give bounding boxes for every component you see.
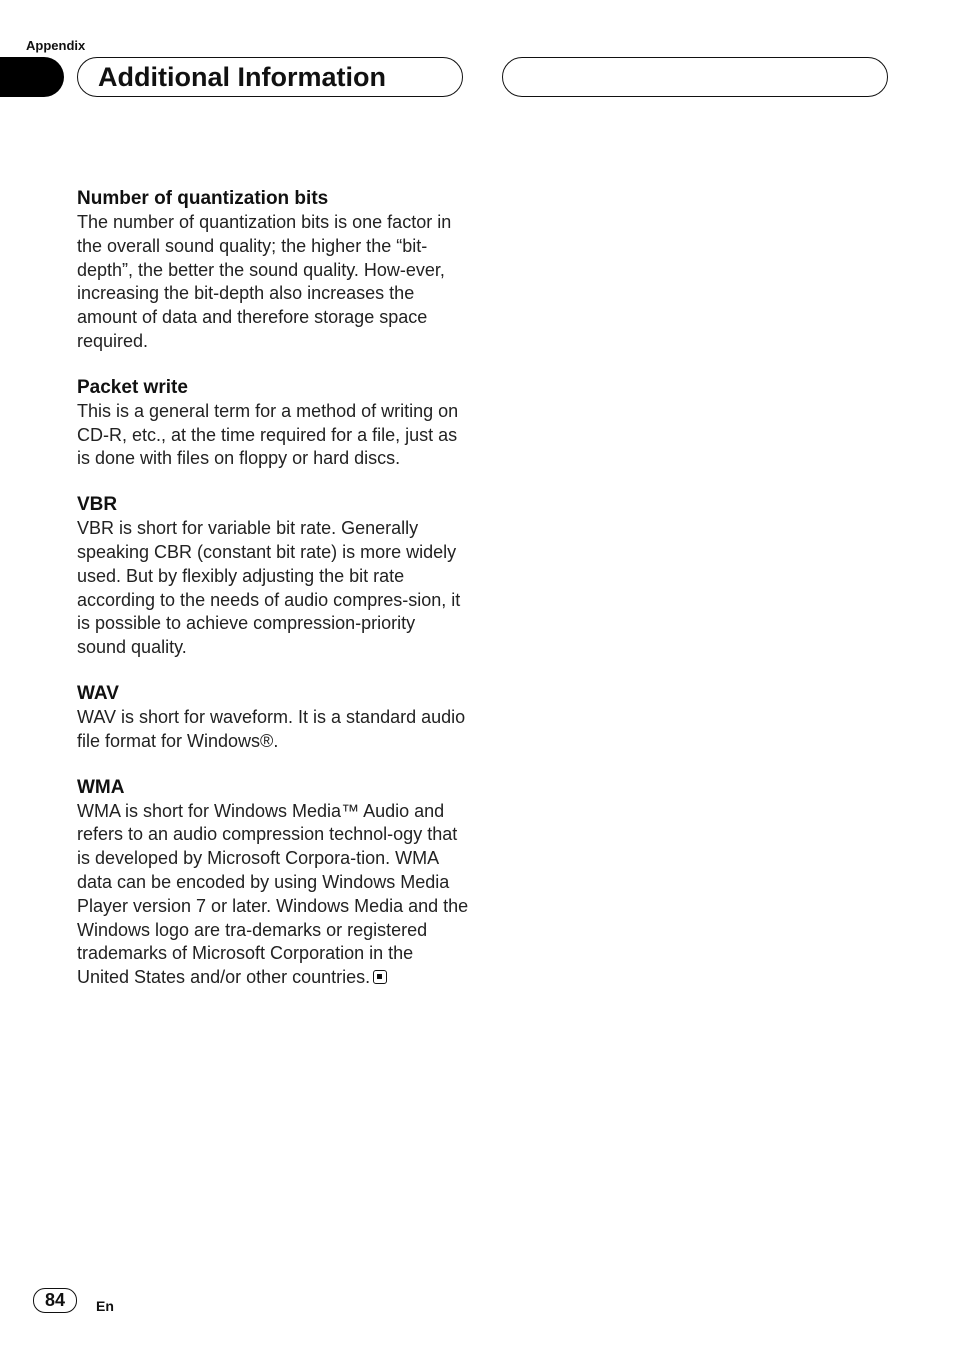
entry-term: Number of quantization bits [77, 188, 329, 209]
glossary-entry-quantization-bits [77, 187, 469, 354]
entry-definition [77, 800, 469, 990]
glossary-content [77, 187, 469, 1012]
end-of-section-icon [373, 970, 387, 984]
glossary-entry-vbr [77, 493, 469, 660]
glossary-entry-wav [77, 682, 469, 754]
glossary-entry-wma [77, 776, 469, 990]
glossary-entry-packet-write [77, 376, 469, 471]
language-label: En [96, 1298, 114, 1314]
entry-term: Packet write [77, 376, 188, 398]
entry-definition-text: WMA is short for Windows Media™ Audio and refers to an audio compression technol-ogy that is developed by Microsoft Corpora-tion. WMA data can be encoded by using Windows Media Player version 7 or later. Windows Media and the Windows logo are tra-demarks or registered trademarks of Microsoft Corporation in the United States and/or other countries. [77, 800, 469, 988]
entry-term: WAV [77, 682, 119, 704]
section-label: Appendix [26, 38, 86, 53]
entry-term: VBR [77, 494, 118, 516]
title-box [77, 57, 463, 97]
page-title: Additional Information [98, 62, 386, 92]
entry-term: WMA [77, 776, 125, 798]
section-tab-marker [0, 57, 64, 97]
empty-header-box [502, 57, 888, 97]
page-number-badge: 84 [33, 1288, 77, 1313]
entry-definition: WAV is short for waveform. It is a standard audio file format for Windows®. [77, 706, 466, 751]
entry-definition: VBR is short for variable bit rate. Generally speaking CBR (constant bit rate) is more widely used. But by flexibly adjusting the bit rate according to the needs of audio compres-sion, it is possible to achieve compression-priority sound quality. [77, 518, 461, 658]
entry-definition: This is a general term for a method of writing on CD-R, etc., at the time required for a file, just as is done with files on floppy or hard discs. [77, 400, 459, 469]
entry-definition: The number of quantization bits is one factor in the overall sound quality; the higher the “bit-depth”, the better the sound quality. How-ever, increasing the bit-depth also increases the amount of data and therefore storage space required. [77, 212, 452, 351]
